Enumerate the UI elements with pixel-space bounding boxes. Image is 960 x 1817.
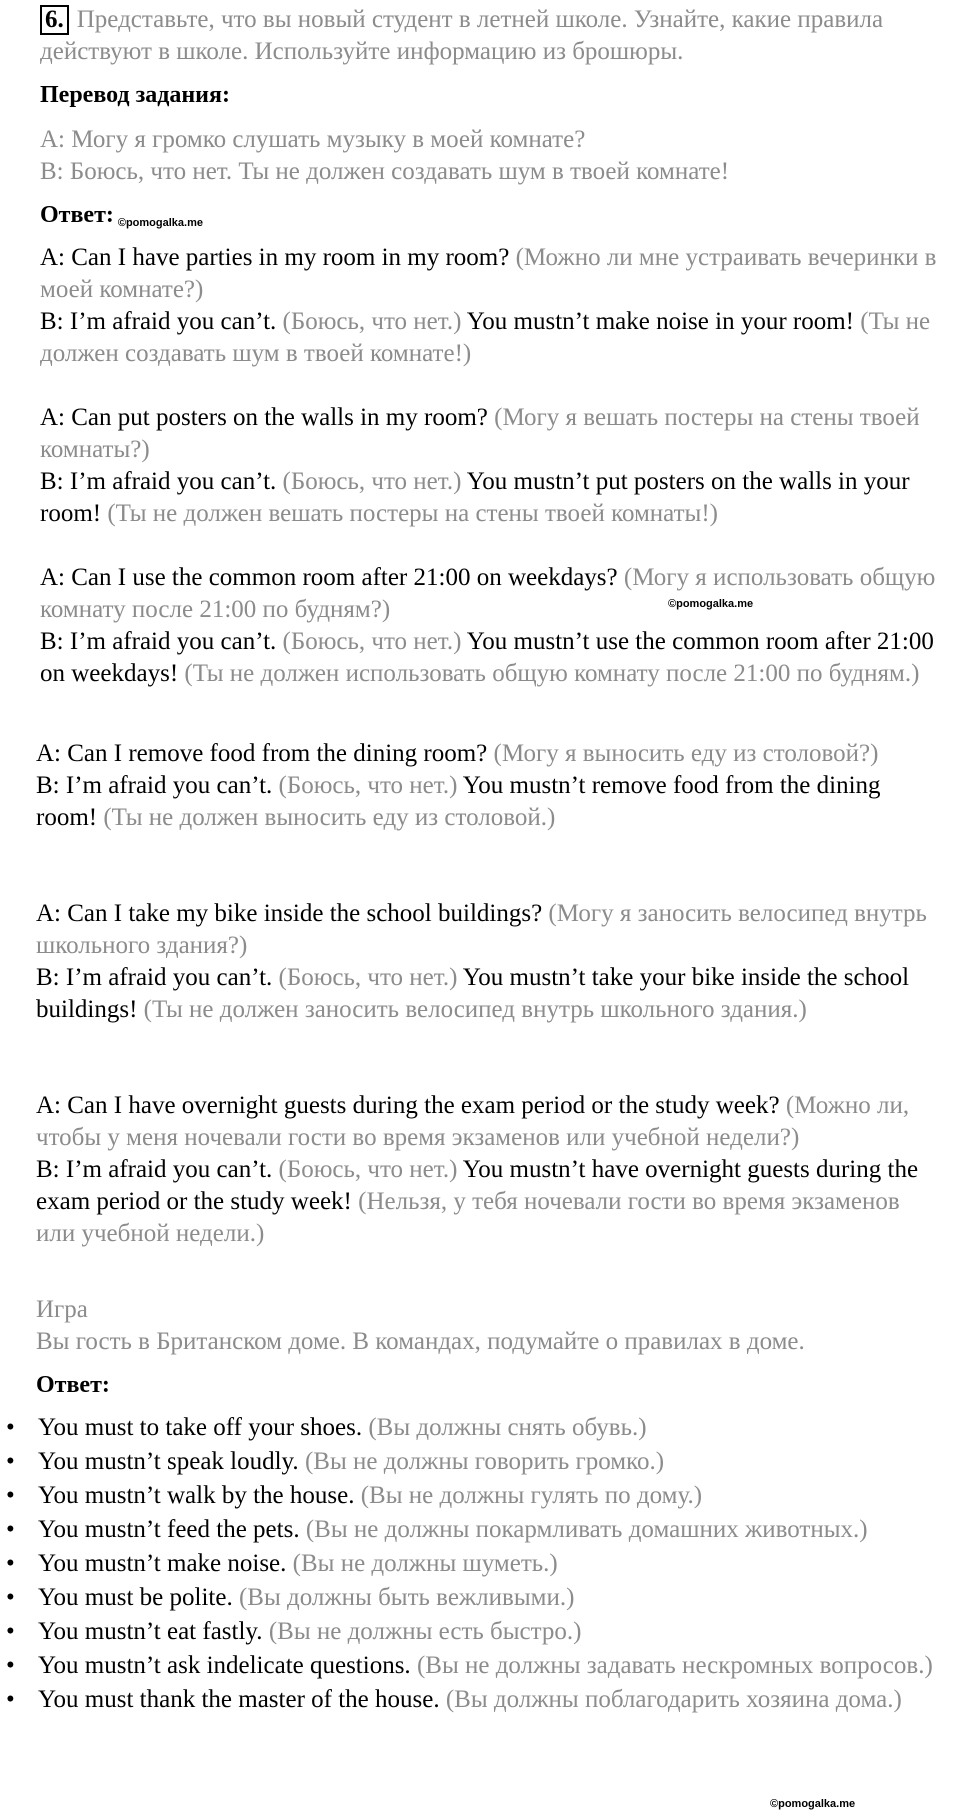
list-item [0, 1514, 940, 1546]
task-statement [40, 4, 945, 68]
dialogue-6 [36, 1090, 926, 1250]
list-item [0, 1480, 940, 1512]
rule-text: You mustn’t make noise. [38, 1550, 287, 1577]
rule-translation: (Вы не должны гулять по дому.) [360, 1482, 703, 1509]
dialogue-rule: You mustn’t put posters on the walls in your room! [40, 468, 910, 527]
dialogue-answer: B: I’m afraid you can’t. [40, 468, 277, 495]
dialogue-answer-translation: (Боюсь, что нет.) [282, 628, 462, 655]
list-item [0, 1446, 940, 1478]
dialogue-question: A: Can put posters on the walls in my room? [40, 404, 488, 431]
bullet-icon: • [6, 1448, 15, 1475]
dialogue-answer-translation: (Боюсь, что нет.) [278, 1156, 458, 1183]
rule-translation: (Вы не должны покармливать домашних животных.) [305, 1516, 868, 1543]
dialogue-rule-translation: (Ты не должен выносить еду из столовой.) [103, 804, 556, 831]
bullet-icon: • [6, 1516, 15, 1543]
bullet-icon: • [6, 1618, 15, 1645]
translation-heading: Перевод задания: [40, 82, 230, 108]
rule-translation: (Вы не должны шуметь.) [292, 1550, 558, 1577]
dialogue-question-translation: (Можно ли мне устраивать вечеринки в моей комнате?) [40, 244, 937, 303]
dialogue-rule-translation: (Ты не должен использовать общую комнату после 21:00 по будням.) [184, 660, 920, 687]
dialogue-question: A: Can I have parties in my room in my room? [40, 244, 510, 271]
list-item [0, 1582, 940, 1614]
dialogue-question-translation: (Могу я заносить велосипед внутрь школьного здания?) [36, 900, 927, 959]
dialogue-2 [40, 402, 960, 530]
bullet-icon: • [6, 1550, 15, 1577]
rule-text: You must thank the master of the house. [38, 1686, 440, 1713]
rule-translation: (Вы должны снять обувь.) [368, 1414, 647, 1441]
bullet-icon: • [6, 1414, 15, 1441]
dialogue-answer: B: I’m afraid you can’t. [40, 308, 277, 335]
dialogue-rule: You mustn’t remove food from the dining room! [36, 772, 881, 831]
dialogue-4 [36, 738, 916, 834]
rule-text: You must to take off your shoes. [38, 1414, 363, 1441]
dialogue-rule: You mustn’t have overnight guests during the exam period or the study week! [36, 1156, 919, 1215]
game-title: Игра [36, 1296, 88, 1323]
dialogue-question-translation: (Можно ли, чтобы у меня ночевали гости во время экзаменов или учебной недели?) [36, 1092, 910, 1151]
watermark: ©pomogalka.me [117, 217, 203, 229]
dialogue-question: A: Can I remove food from the dining room? [36, 740, 488, 767]
dialogue-question: A: Can I take my bike inside the school buildings? [36, 900, 543, 927]
dialogue-rule-translation: (Ты не должен создавать шум в твоей комнате!) [40, 308, 931, 367]
dialogue-rule-translation: (Ты не должен вешать постеры на стены твоей комнаты!) [107, 500, 718, 527]
rule-translation: (Вы не должны говорить громко.) [304, 1448, 665, 1475]
translation-line-b: В: Боюсь, что нет. Ты не должен создавать шум в твоей комнате! [40, 158, 730, 185]
dialogue-answer-translation: (Боюсь, что нет.) [278, 964, 458, 991]
rule-translation: (Вы не должны задавать нескромных вопросов.) [416, 1652, 933, 1679]
dialogue-rule: You mustn’t use the common room after 21:00 on weekdays! [40, 628, 934, 687]
bullet-icon: • [6, 1584, 15, 1611]
rule-translation: (Вы должны быть вежливыми.) [238, 1584, 575, 1611]
rule-translation: (Вы должны поблагодарить хозяина дома.) [445, 1686, 902, 1713]
dialogue-answer: B: I’m afraid you can’t. [40, 628, 277, 655]
dialogue-question: A: Can I use the common room after 21:00 on weekdays? [40, 564, 618, 591]
dialogue-answer: B: I’m afraid you can’t. [36, 1156, 273, 1183]
rule-text: You must be polite. [38, 1584, 233, 1611]
watermark: ©pomogalka.me [770, 1798, 856, 1810]
dialogue-answer: B: I’m afraid you can’t. [36, 772, 273, 799]
dialogue-answer-translation: (Боюсь, что нет.) [278, 772, 458, 799]
rule-text: You mustn’t walk by the house. [38, 1482, 355, 1509]
bullet-icon: • [6, 1686, 15, 1713]
list-item [0, 1616, 940, 1648]
answer-heading [40, 200, 203, 238]
game-text: Вы гость в Британском доме. В командах, подумайте о правилах в доме. [36, 1328, 805, 1355]
dialogue-answer-translation: (Боюсь, что нет.) [282, 308, 462, 335]
bullet-icon: • [6, 1652, 15, 1679]
task-number: 6. [40, 5, 69, 35]
bullet-icon: • [6, 1482, 15, 1509]
game-section [36, 1294, 941, 1358]
dialogue-answer-translation: (Боюсь, что нет.) [282, 468, 462, 495]
list-item [0, 1650, 940, 1682]
rule-text: You mustn’t ask indelicate questions. [38, 1652, 411, 1679]
dialogue-rule: You mustn’t make noise in your room! [466, 308, 855, 335]
rule-text: You mustn’t speak loudly. [38, 1448, 299, 1475]
dialogue-3 [40, 562, 955, 690]
dialogue-rule: You mustn’t take your bike inside the school buildings! [36, 964, 910, 1023]
rule-text: You mustn’t eat fastly. [38, 1618, 263, 1645]
rule-text: You mustn’t feed the pets. [38, 1516, 300, 1543]
dialogue-rule-translation: (Нельзя, у тебя ночевали гости во время экзаменов или учебной недели.) [36, 1188, 900, 1247]
dialogue-question-translation: (Могу я использовать общую комнату после 21:00 по будням?) [40, 564, 936, 623]
list-item [0, 1548, 940, 1580]
task-text: Представьте, что вы новый студент в летней школе. Узнайте, какие правила действуют в школе. Используйте информацию из брошюры. [40, 6, 884, 65]
rule-translation: (Вы не должны есть быстро.) [268, 1618, 582, 1645]
translation-block [40, 124, 945, 188]
dialogue-5 [36, 898, 951, 1026]
house-rules-list [0, 1412, 940, 1718]
answer-heading-2: Ответ: [36, 1372, 110, 1398]
dialogue-answer: B: I’m afraid you can’t. [36, 964, 273, 991]
watermark: ©pomogalka.me [668, 598, 754, 610]
dialogue-1 [40, 242, 945, 370]
dialogue-question-translation: (Могу я выносить еду из столовой?) [493, 740, 879, 767]
dialogue-rule-translation: (Ты не должен заносить велосипед внутрь школьного здания.) [143, 996, 807, 1023]
dialogue-question-translation: (Могу я вешать постеры на стены твоей комнаты?) [40, 404, 920, 463]
list-item [0, 1412, 940, 1444]
list-item [0, 1684, 940, 1716]
dialogue-question: A: Can I have overnight guests during the exam period or the study week? [36, 1092, 780, 1119]
translation-line-a: А: Могу я громко слушать музыку в моей комнате? [40, 126, 586, 153]
answer-heading-label: Ответ: [40, 202, 114, 228]
